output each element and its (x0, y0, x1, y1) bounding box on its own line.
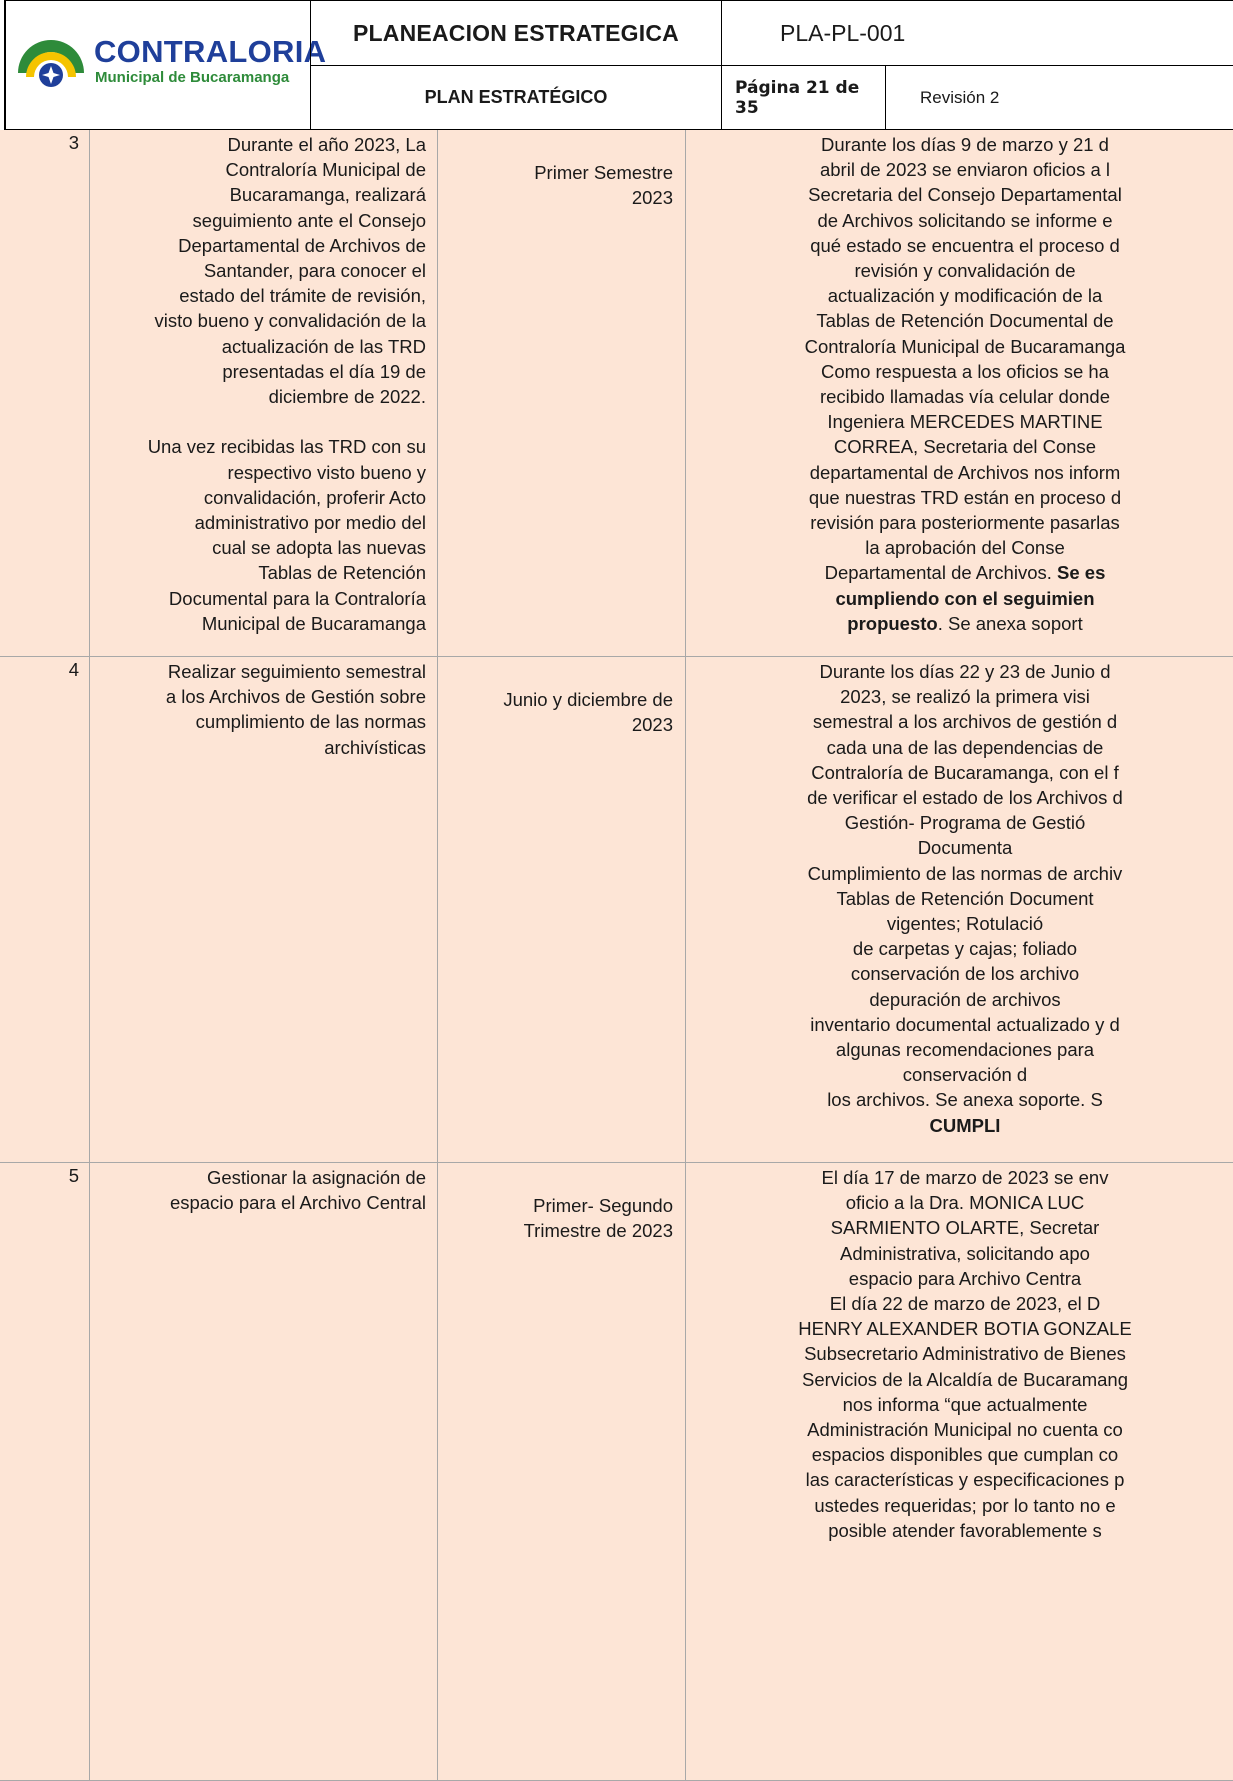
logo-subtitle: Municipal de Bucaramanga (95, 69, 290, 86)
text-line: conservación d (902, 1064, 1028, 1086)
table-row (0, 657, 1233, 1163)
text-line: espacio para Archivo Centra (848, 1267, 1082, 1289)
text-line: vigentes; Rotulació (886, 913, 1044, 935)
text-line: a los Archivos de Gestión sobre (165, 686, 426, 708)
text-line: HENRY ALEXANDER BOTIA GONZALE (798, 1318, 1132, 1340)
text-line: Tablas de Retención Documental de (816, 310, 1114, 332)
text-line: Administrativa, solicitando apo (840, 1242, 1090, 1264)
text-line: Una vez recibidas las TRD con su (147, 436, 426, 458)
text-line: espacio para el Archivo Central (169, 1192, 426, 1214)
row-number: 5 (0, 1163, 90, 1781)
text-line: Santander, para conocer el (203, 260, 426, 282)
text-line: estado del trámite de revisión, (179, 285, 426, 307)
table-row (0, 1163, 1233, 1781)
result-cell (685, 130, 1233, 657)
text-line: Subsecretario Administrativo de Bienes (804, 1343, 1126, 1365)
text-line: departamental de Archivos nos inform (809, 461, 1121, 483)
text-line: ustedes requeridas; por lo tanto no e (814, 1494, 1116, 1516)
logo-wordmark: CONTRALORIA (94, 34, 327, 69)
text-line: propuesto. Se anexa soport (847, 612, 1083, 634)
text-line: diciembre de 2022. (268, 386, 426, 408)
text-line: Servicios de la Alcaldía de Bucaramang (802, 1368, 1128, 1390)
text-line: de verificar el estado de los Archivos d (807, 787, 1123, 809)
text-line: Trimestre de 2023 (523, 1220, 673, 1242)
period-cell (437, 130, 686, 657)
text-line: Municipal de Bucaramanga (201, 612, 426, 634)
result-cell (685, 1163, 1233, 1781)
result-cell (685, 657, 1233, 1163)
activity-cell (89, 1163, 438, 1781)
text-line (93, 409, 426, 434)
text-line: semestral a los archivos de gestión d (812, 711, 1118, 733)
text-line: Tablas de Retención (258, 562, 426, 584)
header-revision-cell (885, 65, 1233, 130)
document-title: PLANEACION ESTRATEGICA (353, 19, 679, 46)
text-line: convalidación, proferir Acto (203, 486, 426, 508)
text-line: revisión para posteriormente pasarlas (810, 512, 1120, 534)
page-number: Página 21 de 35 (735, 77, 860, 118)
text-line: posible atender favorablemente s (828, 1519, 1102, 1541)
text-line: El día 22 de marzo de 2023, el D (829, 1293, 1101, 1315)
text-line: CORREA, Secretaria del Conse (833, 436, 1097, 458)
text-line: actualización de las TRD (221, 335, 426, 357)
text-line: las características y especificaciones p (805, 1469, 1125, 1491)
text-line: cumplimiento de las normas (195, 711, 426, 733)
text-line: Gestión- Programa de Gestió (844, 812, 1086, 834)
period-cell (437, 657, 686, 1163)
text-line: Durante los días 22 y 23 de Junio d (819, 661, 1111, 682)
text-line: Contraloría Municipal de Bucaramanga (804, 335, 1126, 357)
text-line: conservación de los archivo (850, 963, 1080, 985)
table-row (0, 130, 1233, 657)
activity-cell (89, 130, 438, 657)
text-line: 2023, se realizó la primera visi (840, 686, 1090, 708)
text-line: respectivo visto bueno y (227, 461, 426, 483)
text-line: Durante los días 9 de marzo y 21 d (821, 134, 1109, 155)
text-line: seguimiento ante el Consejo (192, 209, 426, 231)
document-subtitle: PLAN ESTRATÉGICO (424, 87, 608, 107)
text-line: nos informa “que actualmente (842, 1393, 1088, 1415)
text-line: inventario documental actualizado y d (810, 1013, 1120, 1035)
text-line: abril de 2023 se enviaron oficios a l (819, 159, 1110, 181)
text-line: Realizar seguimiento semestral (167, 661, 426, 682)
text-line: revisión y convalidación de (854, 260, 1076, 282)
text-line: actualización y modificación de la (827, 285, 1103, 307)
document-header (0, 0, 1233, 130)
header-code-cell (721, 0, 1233, 66)
text-line: Junio y diciembre de (503, 689, 673, 710)
text-line: cumpliendo con el seguimien (835, 587, 1095, 609)
contraloria-logo-icon (14, 29, 88, 89)
text-line: Secretaria del Consejo Departamental (808, 184, 1122, 206)
text-line: algunas recomendaciones para (835, 1039, 1095, 1061)
header-title-cell (310, 0, 722, 66)
text-line: de carpetas y cajas; foliado (852, 938, 1078, 960)
text-line: la aprobación del Conse (865, 537, 1065, 559)
text-line: SARMIENTO OLARTE, Secretar (830, 1217, 1100, 1239)
text-line: visto bueno y convalidación de la (154, 310, 426, 332)
text-line: Departamental de Archivos. Se es (824, 562, 1106, 584)
activity-cell (89, 657, 438, 1163)
text-line: que nuestras TRD están en proceso d (808, 486, 1122, 508)
text-line: Contraloría de Bucaramanga, con el f (811, 761, 1119, 783)
text-line: Tablas de Retención Document (836, 887, 1094, 909)
text-line: oficio a la Dra. MONICA LUC (845, 1192, 1085, 1214)
text-line: Documenta (917, 837, 1013, 859)
header-subtitle-cell (310, 65, 722, 130)
document-code: PLA-PL-001 (780, 19, 906, 46)
text-line: Primer- Segundo (533, 1195, 673, 1216)
period-cell (437, 1163, 686, 1781)
text-line: Contraloría Municipal de (225, 159, 426, 181)
text-line: recibido llamadas vía celular donde (819, 386, 1110, 408)
text-line: cual se adopta las nuevas (212, 537, 426, 559)
row-number: 4 (0, 657, 90, 1163)
text-line: Documental para la Contraloría (168, 587, 426, 609)
text-line: Cumplimiento de las normas de archiv (807, 862, 1123, 884)
text-line: presentadas el día 19 de (222, 360, 426, 382)
text-line: 2023 (631, 714, 673, 736)
text-line: de Archivos solicitando se informe e (817, 209, 1113, 231)
text-line: depuración de archivos (869, 988, 1061, 1010)
text-line: Gestionar la asignación de (206, 1167, 426, 1188)
text-line: Administración Municipal no cuenta co (807, 1419, 1123, 1441)
text-line: cada una de las dependencias de (826, 736, 1104, 758)
text-line: Primer Semestre (534, 162, 673, 183)
text-line: El día 17 de marzo de 2023 se env (821, 1167, 1109, 1188)
text-line: archivísticas (324, 736, 426, 758)
text-line: Ingeniera MERCEDES MARTINE (827, 411, 1103, 433)
text-line: qué estado se encuentra el proceso d (810, 234, 1120, 256)
text-line: los archivos. Se anexa soporte. S (827, 1089, 1103, 1111)
text-line: Departamental de Archivos de (178, 234, 426, 256)
text-line: espacios disponibles que cumplan co (811, 1444, 1119, 1466)
text-line: administrativo por medio del (194, 512, 426, 534)
text-line: Bucaramanga, realizará (229, 184, 426, 206)
text-line: Como respuesta a los oficios se ha (821, 360, 1109, 382)
logo-cell (4, 0, 327, 130)
text-line: CUMPLI (929, 1114, 1001, 1136)
revision-label: Revisión 2 (920, 87, 1000, 107)
text-line: 2023 (631, 187, 673, 209)
text-line: Durante el año 2023, La (227, 134, 426, 155)
row-number: 3 (0, 130, 90, 657)
header-page-cell (721, 65, 886, 130)
